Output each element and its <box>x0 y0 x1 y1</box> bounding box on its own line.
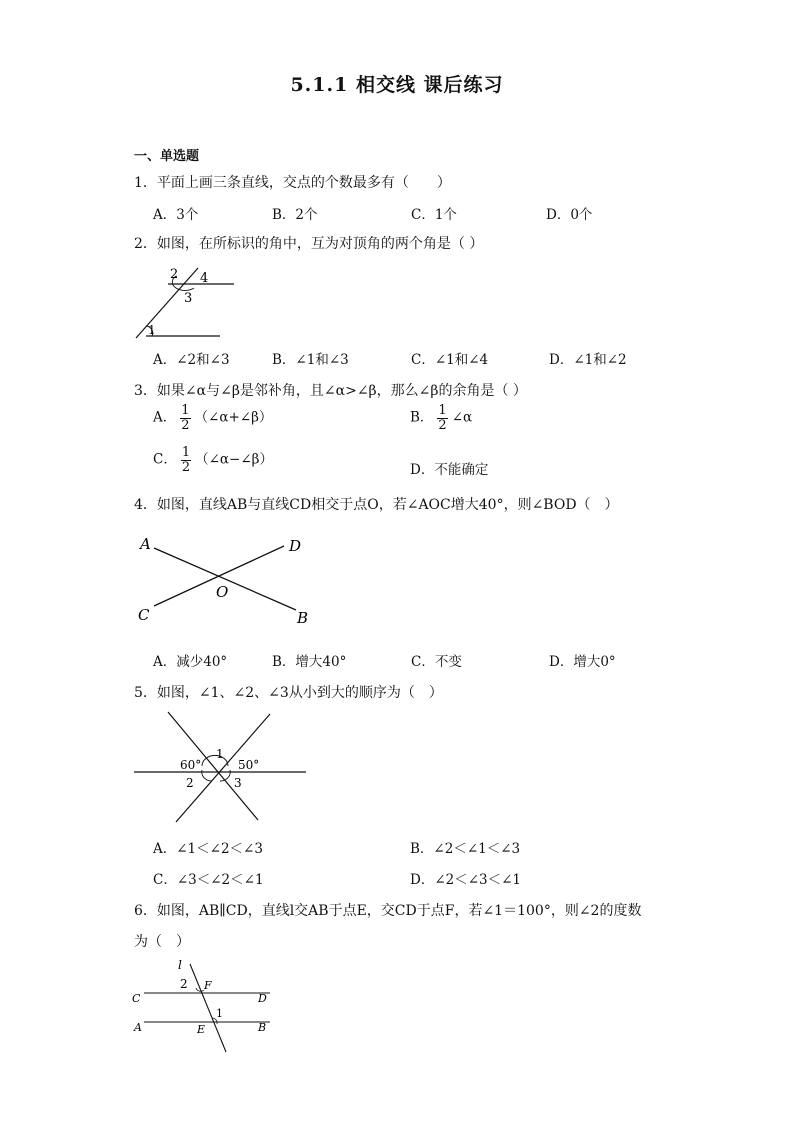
fraction-denominator: 2 <box>438 417 447 433</box>
question-3-stem: 3．如果∠α与∠β是邻补角，且∠α>∠β，那么∠β的余角是（ ） <box>134 383 527 399</box>
q3-option-c <box>153 446 273 474</box>
q2-label-4: 4 <box>200 271 209 286</box>
q2-label-3: 3 <box>184 291 193 306</box>
q5-figure <box>132 708 310 824</box>
q5-label-50: 50° <box>238 758 260 772</box>
q3-option-a-text: （∠α+∠β） <box>194 409 273 426</box>
q4-label-o: O <box>216 583 229 601</box>
q3-option-a-prefix: A． <box>153 409 177 426</box>
q3-option-b-fraction <box>437 404 447 432</box>
q6-label-f: F <box>204 979 212 992</box>
q2-option-d: D．∠1和∠2 <box>549 352 627 368</box>
q1-option-b: B．2个 <box>272 207 318 223</box>
q4-option-d: D．增大0° <box>549 654 616 670</box>
q6-label-e: E <box>197 1023 206 1036</box>
q5-label-3: 3 <box>234 776 242 790</box>
q3-option-b-prefix: B． <box>410 409 434 426</box>
q6-figure <box>130 958 280 1054</box>
fraction-denominator: 2 <box>181 417 190 433</box>
q4-option-a: A．减少40° <box>153 654 228 670</box>
q2-option-b: B．∠1和∠3 <box>272 352 349 368</box>
question-2-stem: 2．如图，在所标识的角中，互为对顶角的两个角是（ ） <box>134 236 484 252</box>
q6-label-b: B <box>258 1021 267 1034</box>
fraction-denominator: 2 <box>181 459 191 475</box>
q6-label-c: C <box>132 992 141 1005</box>
q3-option-a-fraction <box>180 404 190 432</box>
question-4-stem: 4．如图，直线AB与直线CD相交于点O，若∠AOC增大40°，则∠BOD（ ） <box>134 497 619 513</box>
q5-option-c: C．∠3＜∠2＜∠1 <box>153 872 264 888</box>
q6-label-2: 2 <box>180 977 188 991</box>
q4-figure <box>132 530 322 630</box>
section-heading: 一、单选题 <box>134 149 200 164</box>
q5-option-d: D．∠2＜∠3＜∠1 <box>410 872 522 888</box>
fraction-numerator: 1 <box>181 445 191 460</box>
q6-label-a: A <box>134 1021 142 1034</box>
question-6-stem-line1: 6．如图，AB∥CD，直线l交AB于点E，交CD于点F，若∠1＝100°，则∠2的度数 <box>134 903 642 919</box>
q3-option-c-text: （∠α−∠β） <box>195 451 273 468</box>
q1-option-a: A．3个 <box>153 207 199 223</box>
q5-label-2: 2 <box>186 776 194 790</box>
q3-option-b-text: ∠α <box>451 409 473 426</box>
fraction-numerator: 1 <box>438 403 447 418</box>
q5-option-a: A．∠1＜∠2＜∠3 <box>153 841 263 857</box>
q5-label-1: 1 <box>216 747 224 761</box>
q3-option-c-prefix: C． <box>153 451 177 468</box>
q6-label-l: l <box>178 958 182 972</box>
q4-label-c: C <box>138 606 150 624</box>
q4-label-d: D <box>289 537 302 555</box>
q2-option-c: C．∠1和∠4 <box>411 352 489 368</box>
q1-option-d: D．0个 <box>546 207 593 223</box>
q2-option-a: A．∠2和∠3 <box>153 352 230 368</box>
q4-option-b: B．增大40° <box>272 654 347 670</box>
q6-label-d: D <box>258 992 267 1005</box>
q4-label-b: B <box>297 609 309 627</box>
q6-label-1: 1 <box>216 1007 223 1020</box>
q2-label-2: 2 <box>170 267 179 282</box>
q2-label-1: 1 <box>148 323 156 337</box>
q4-option-c: C．不变 <box>411 654 462 670</box>
q5-label-60: 60° <box>180 758 202 772</box>
q3-option-c-fraction <box>181 446 191 474</box>
q3-option-b <box>410 404 472 432</box>
q2-figure <box>132 262 242 340</box>
q3-option-a <box>153 404 272 432</box>
q3-option-d: D．不能确定 <box>410 462 489 478</box>
q5-option-b: B．∠2＜∠1＜∠3 <box>410 841 521 857</box>
page-title: 5.1.1 相交线 课后练习 <box>290 74 504 96</box>
question-1-stem: 1．平面上画三条直线，交点的个数最多有（ ） <box>134 175 451 191</box>
fraction-numerator: 1 <box>181 403 190 418</box>
q1-option-c: C．1个 <box>411 207 457 223</box>
question-5-stem: 5．如图，∠1、∠2、∠3从小到大的顺序为（ ） <box>134 685 443 701</box>
q4-label-a: A <box>140 535 151 553</box>
question-6-stem-line2: 为（ ） <box>134 934 190 950</box>
